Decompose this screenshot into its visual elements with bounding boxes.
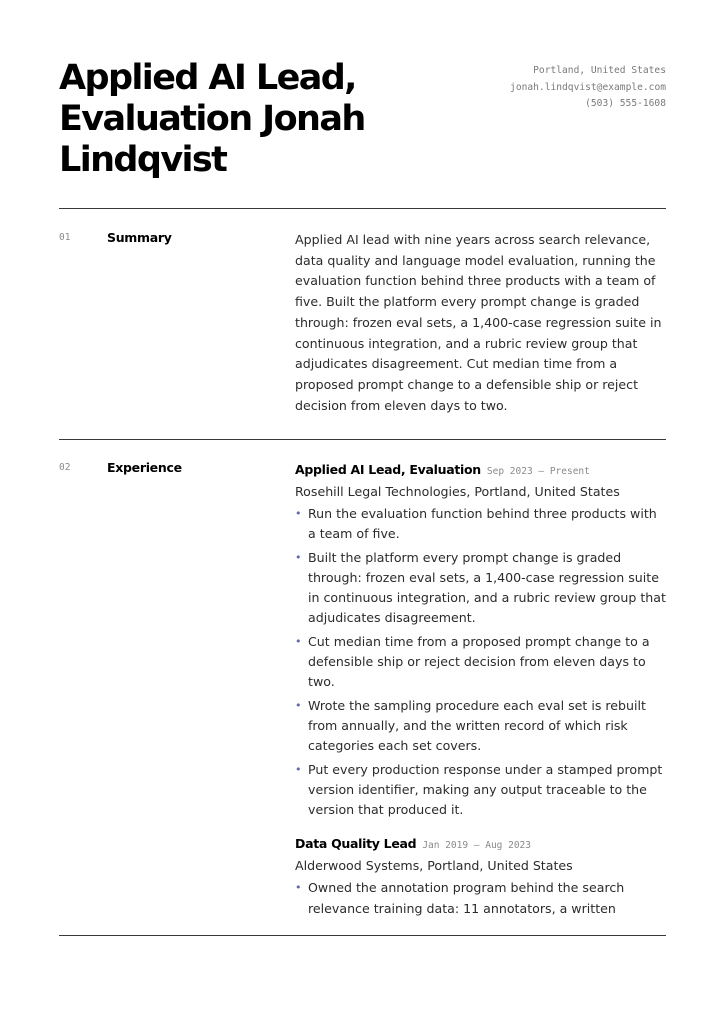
section-number: 01 [59, 232, 71, 243]
resume-header [59, 58, 666, 181]
bullet-dot-icon: • [295, 507, 302, 520]
contact-block [510, 63, 666, 113]
bullet-dot-icon: • [295, 634, 302, 648]
bullet-dot-icon: • [295, 762, 302, 776]
bullet-dot-icon: • [295, 550, 302, 564]
contact-email[interactable]: jonah.lindqvist@example.com [510, 81, 666, 93]
bullet-dot-icon: • [295, 881, 302, 895]
summary-text: Applied AI lead with nine years across search relevance, data quality and language model evaluation, running the evaluation function behind three products with a team of five. Built the platform every prompt change is graded through: frozen eval sets, a 1,400-case regression suite in continuous integration, and a rubric review group that adjudicates disagreement. Cut median time from a proposed prompt change to a defensible ship or reject decision from eleven days to two. [295, 232, 662, 413]
contact-location: Portland, United States [533, 65, 666, 76]
bullet-dot-icon: • [295, 698, 302, 712]
job-dates: Jan 2019 — Aug 2023 [422, 840, 531, 852]
bullet-text: Run the evaluation function behind three products with a team of five. [308, 506, 657, 542]
job-bullets [295, 878, 667, 919]
job-bullet [295, 504, 667, 545]
bullet-text: Cut median time from a proposed prompt change to a defensible ship or reject decision from eleven days to two. [308, 633, 650, 690]
bullet-text: Wrote the sampling procedure each eval set is rebuilt from annually, and the written record of which risk categories each set covers. [308, 697, 646, 754]
section-title: Summary [107, 230, 172, 245]
job-dates: Sep 2023 — Present [486, 466, 590, 477]
section-title: Experience [107, 460, 182, 475]
job-bullet [295, 632, 667, 693]
job-entry [295, 834, 667, 919]
job-bullet [295, 878, 667, 919]
job-header [295, 460, 667, 482]
job-bullet [295, 548, 667, 629]
bullet-text: Put every production response under a stamped prompt version identifier, making any output traceable to the version that produced it. [308, 761, 663, 818]
contact-phone[interactable]: (503) 555-1608 [585, 98, 666, 109]
summary-section [59, 230, 666, 420]
summary-body [295, 230, 667, 416]
job-organization: Rosehill Legal Technologies, Portland, United States [295, 484, 620, 499]
job-bullet [295, 760, 667, 821]
job-header [295, 834, 667, 856]
job-role: Applied AI Lead, Evaluation [295, 462, 481, 477]
divider-middle [59, 439, 666, 440]
divider-top [59, 208, 666, 209]
job-bullet [295, 696, 667, 757]
job-organization: Alderwood Systems, Portland, United States [295, 858, 573, 874]
section-number: 02 [59, 462, 71, 473]
job-role: Data Quality Lead [295, 836, 417, 852]
divider-bottom [59, 935, 666, 936]
job-entry [295, 460, 667, 820]
bullet-text: Owned the annotation program behind the search relevance training data: 11 annotators, a written [308, 880, 625, 916]
experience-section [59, 460, 666, 920]
job-bullets [295, 504, 667, 820]
bullet-text: Built the platform every prompt change is graded through: frozen eval sets, a 1,400-case regression suite in continuous integration, and a rubric review group that adjudicates disagreement. [308, 549, 666, 626]
name-title: Applied AI Lead, Evaluation Jonah Lindqvist [59, 58, 365, 180]
experience-body [295, 460, 667, 933]
